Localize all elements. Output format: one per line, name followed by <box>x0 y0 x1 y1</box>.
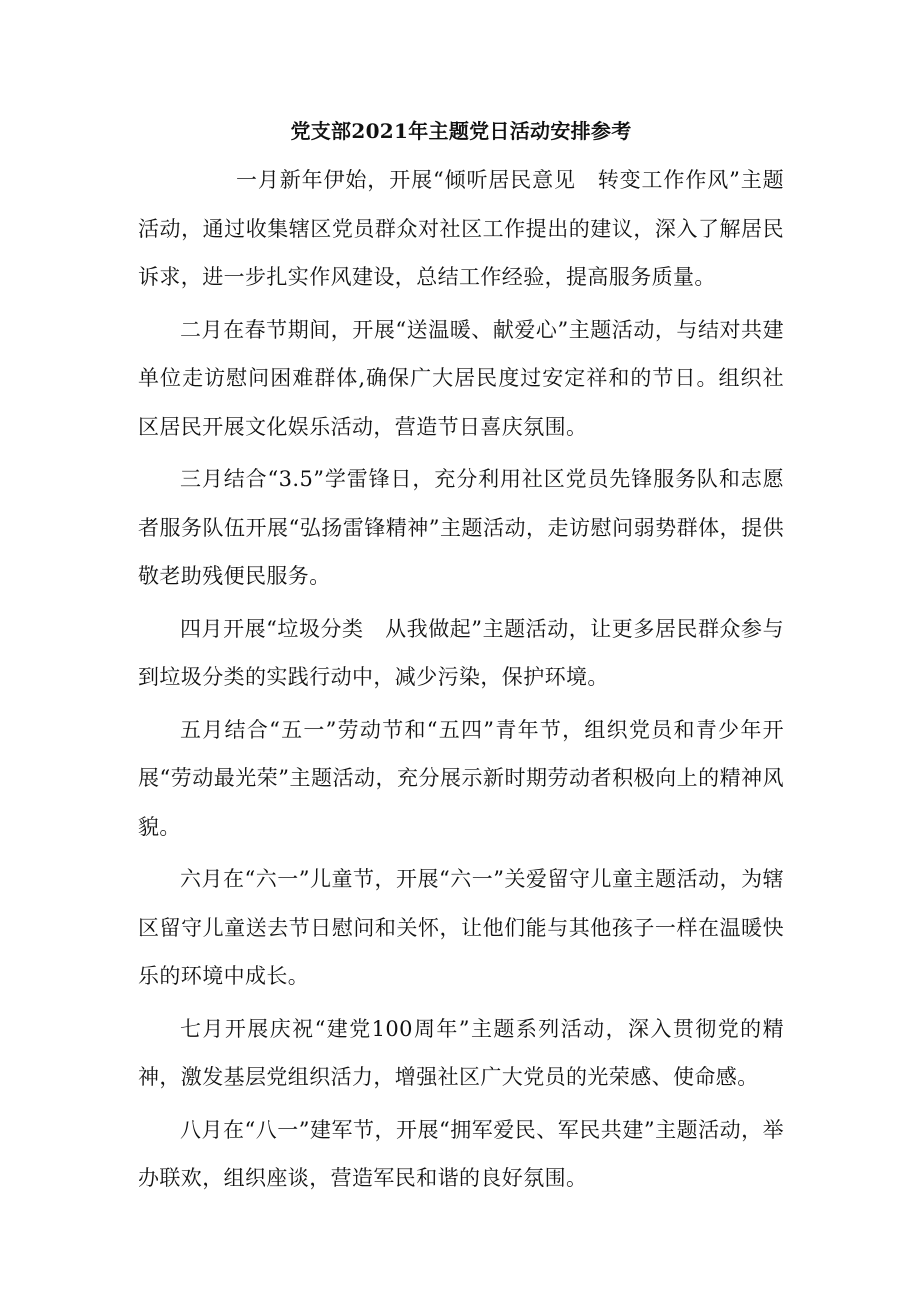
paragraph-may: 五月结合“五一”劳动节和“五四”青年节，组织党员和青少年开展“劳动最光荣”主题活动，充分展示新时期劳动者积极向上的精神风貌。 <box>138 717 784 839</box>
paragraph-march: 三月结合“3.5”学雷锋日，充分利用社区党员先锋服务队和志愿者服务队伍开展“弘扬雷锋精神”主题活动，走访慰问弱势群体，提供敬老助残便民服务。 <box>138 467 784 588</box>
document-title: 党支部2021年主题党日活动安排参考 <box>290 119 632 143</box>
paragraph-june: 六月在“六一”儿童节，开展“六一”关爱留守儿童主题活动，为辖区留守儿童送去节日慰问和关怀，让他们能与其他孩子一样在温暖快乐的环境中成长。 <box>138 867 784 988</box>
paragraph-july: 七月开展庆祝“建党100周年”主题系列活动，深入贯彻党的精神，激发基层党组织活力，增强社区广大党员的光荣感、使命感。 <box>138 1016 784 1089</box>
paragraph-august: 八月在“八一”建军节，开展“拥军爱民、军民共建”主题活动，举办联欢，组织座谈，营造军民和谐的良好氛围。 <box>138 1117 784 1190</box>
paragraph-february: 二月在春节期间，开展“送温暖、献爱心”主题活动，与结对共建单位走访慰问困难群体,确保广大居民度过安定祥和的节日。组织社区居民开展文化娱乐活动，营造节日喜庆氛围。 <box>138 317 784 439</box>
document-page <box>138 116 784 1207</box>
paragraph-april: 四月开展“垃圾分类 从我做起”主题活动，让更多居民群众参与到垃圾分类的实践行动中，减少污染，保护环境。 <box>138 616 784 689</box>
paragraph-january: 一月新年伊始，开展“倾听居民意见 转变工作作风”主题活动，通过收集辖区党员群众对社区工作提出的建议，深入了解居民诉求，进一步扎实作风建设，总结工作经验，提高服务质量。 <box>138 168 784 289</box>
